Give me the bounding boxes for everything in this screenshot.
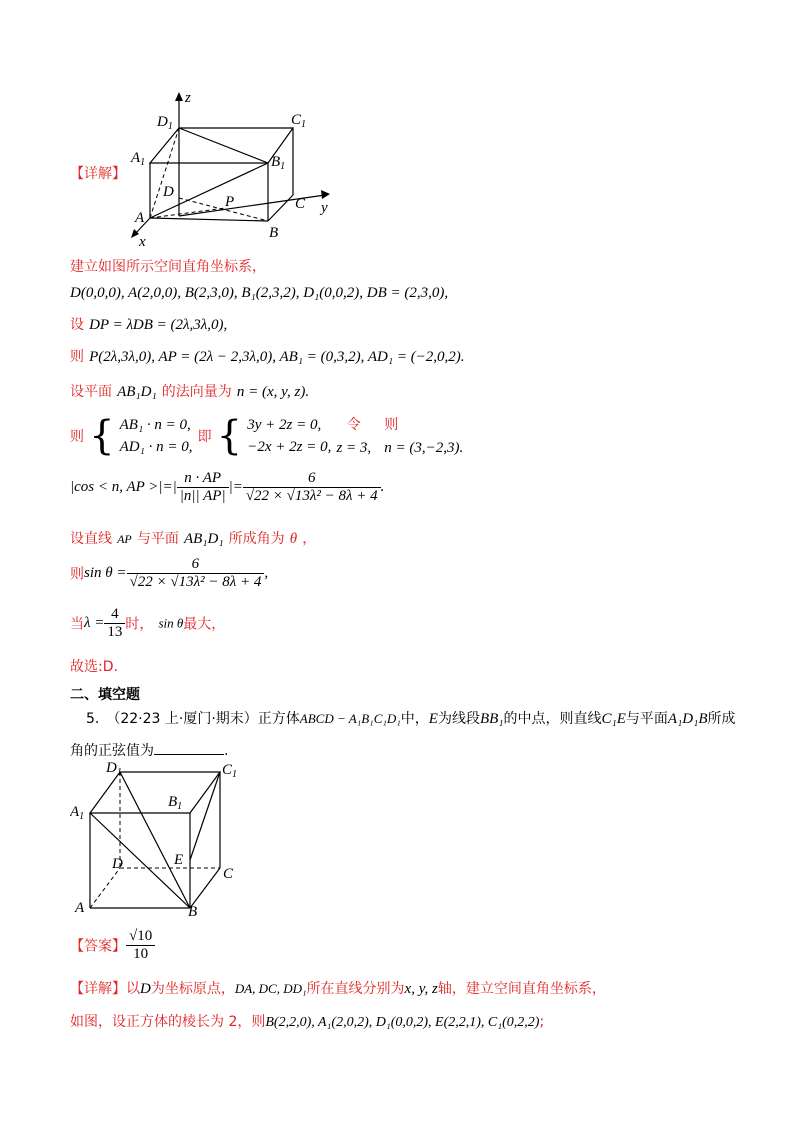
fig2-label-D1: $D_1$: [106, 760, 122, 778]
figure-cube: [70, 758, 255, 918]
fig2-label-A1: $A_1$: [70, 804, 85, 822]
fig1-label-z: z: [185, 90, 191, 106]
figure-coordinate-box: [125, 88, 340, 248]
detail-label-1: 【详解】: [70, 166, 126, 182]
solution-line-1: 建立如图所示空间直角坐标系，: [70, 259, 266, 275]
fig2-label-B1: $B_1$: [168, 794, 183, 812]
solution-line-5: 设平面 AB₁D₁ 的法向量为 n = (x, y, z).: [70, 384, 310, 400]
fig1-label-C1: $C_1$: [291, 112, 307, 130]
solution-line-10: 当λ = $\frac{4}{13}$ 时， sin θ最大，: [70, 606, 226, 640]
fig2-label-C1: $C_1$: [222, 762, 238, 780]
fig2-label-E: E: [174, 852, 184, 868]
fig1-label-B1: $B_1$: [271, 154, 286, 172]
fig1-label-A1: $A_1$: [131, 150, 146, 168]
detail-line-3: 如图，设正方体的棱长为 2，则B(2,2,0), A₁(2,0,2), D₁(0,0,2), E(2,2,1), C₁(0,2,2);: [70, 1014, 545, 1030]
fig1-label-y: y: [321, 200, 328, 216]
fig1-label-D1: $D_1$: [157, 114, 173, 132]
solution-line-6: 则 { AB₁ · n = 0, AD₁ · n = 0, 即 { 3y + 2z = 0, −2x + 2z = 0, 令 z = 3, 则 n = (3,−2,3).: [70, 413, 464, 459]
section-heading: 二、填空题: [70, 687, 140, 703]
solution-line-7: |cos < n, AP >|=| $\frac{n \cdot AP}{|n|| AP|}$ |= $\frac{6}{\text{√22 × √13λ² − 8λ + 4}}$ .: [70, 470, 385, 504]
solution-line-3: 设 DP = λDB = (2λ,3λ,0),: [70, 317, 228, 333]
fig2-label-C: C: [223, 866, 234, 882]
fig1-label-B: B: [269, 225, 279, 241]
fig1-label-x: x: [139, 234, 146, 248]
solution-line-9: 则sin θ = $\frac{6}{\text{√22 × √13λ² − 8λ + 4}}$ ,: [70, 556, 269, 590]
fig1-label-C: C: [295, 196, 306, 212]
answer-blank: [154, 754, 224, 755]
solution-line-11: 故选:D.: [70, 659, 118, 675]
fig1-label-P: P: [225, 194, 235, 210]
answer-line: 【答案】 $\frac{√10}{10}$: [70, 928, 155, 963]
fig2-label-D: D: [112, 856, 123, 872]
solution-line-8: 设直线 AP 与平面 AB₁D₁ 所成角为 θ ，: [70, 531, 317, 547]
fig2-label-B: B: [188, 904, 198, 918]
question-5-line-2: 角的正弦值为 .: [70, 743, 229, 759]
detail-line-2: 【详解】以D为坐标原点，DA, DC, DD₁所在直线分别为x, y, z轴，建立空间直角坐标系，: [70, 981, 606, 997]
fig1-label-D: D: [163, 184, 174, 200]
solution-line-2: D(0,0,0), A(2,0,0), B(2,3,0), B₁(2,3,2), D₁(0,0,2), DB = (2,3,0),: [70, 285, 449, 301]
solution-line-4: 则 P(2λ,3λ,0), AP = (2λ − 2,3λ,0), AB₁ = (0,3,2), AD₁ = (−2,0,2).: [70, 349, 465, 365]
fig2-label-A: A: [75, 900, 85, 916]
question-5-line-1: 5. （22·23 上·厦门·期末）正方体ABCD − A₁B₁C₁D₁中，E为线段BB₁的中点，则直线C₁E与平面A₁D₁B所成: [86, 711, 736, 727]
fig1-label-A: A: [135, 210, 145, 226]
